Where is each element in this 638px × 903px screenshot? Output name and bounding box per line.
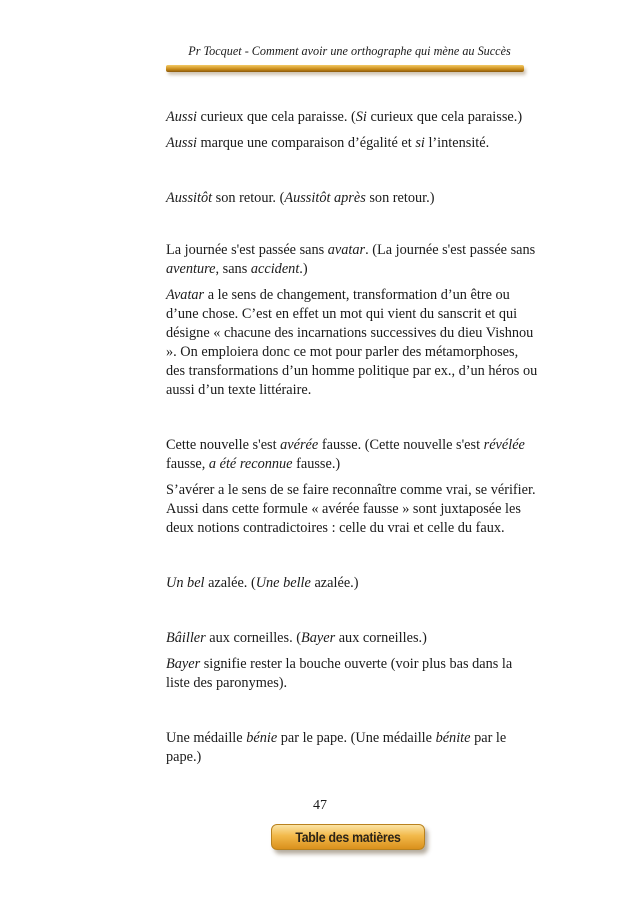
text-run: fausse. (Cette nouvelle s'est	[318, 437, 484, 453]
header-title: Pr Tocquet - Comment avoir une orthographe qui mène au Succès	[188, 44, 511, 58]
paragraph	[166, 655, 538, 693]
italic-term: Aussitôt après	[284, 190, 366, 206]
text-run: La journée s'est passée sans	[166, 242, 328, 258]
page-header	[166, 40, 526, 74]
paragraph	[166, 729, 538, 767]
text-run: .)	[299, 261, 308, 277]
paragraph	[166, 574, 538, 593]
text-run: azalée. (	[204, 575, 256, 591]
text-run: l’intensité.	[424, 135, 490, 151]
table-of-contents-button[interactable]	[271, 824, 425, 850]
italic-term: Une belle	[255, 575, 311, 591]
italic-term: accident	[250, 261, 300, 277]
text-run: par le pape. (Une médaille	[277, 730, 436, 746]
text-run: , sans	[215, 261, 251, 277]
italic-term: Avatar	[166, 287, 205, 303]
text-run: fausse,	[166, 456, 209, 472]
paragraph	[166, 629, 538, 648]
text-run: aux corneilles.)	[335, 630, 427, 646]
italic-term: si	[415, 135, 425, 151]
header-underline-bar	[166, 65, 524, 72]
paragraph	[166, 108, 538, 127]
italic-term: aventure	[166, 261, 216, 277]
text-run: Cette nouvelle s'est	[166, 437, 281, 453]
text-run: par le pape.)	[166, 730, 507, 765]
italic-term: Bayer	[301, 630, 336, 646]
page-number: 47	[313, 798, 327, 813]
italic-term: Bâiller	[166, 630, 206, 646]
italic-term: avérée	[280, 437, 319, 453]
italic-term: Aussitôt	[166, 190, 213, 206]
text-run: son retour.)	[365, 190, 435, 206]
italic-term: Aussi	[166, 109, 197, 125]
paragraph	[166, 481, 538, 538]
text-run: . (La journée s'est passée sans	[365, 242, 536, 258]
italic-term: avatar	[327, 242, 366, 258]
text-run: curieux que cela paraisse. (	[196, 109, 356, 125]
text-run: curieux que cela paraisse.)	[366, 109, 523, 125]
italic-term: bénite	[435, 730, 471, 746]
text-run: aux corneilles. (	[205, 630, 301, 646]
italic-term: Si	[355, 109, 367, 125]
text-run: son retour. (	[212, 190, 285, 206]
paragraph	[166, 189, 538, 208]
italic-term: bénie	[246, 730, 278, 746]
italic-term: a été reconnue	[208, 456, 293, 472]
italic-term: révélée	[483, 437, 525, 453]
text-run: fausse.)	[292, 456, 341, 472]
italic-term: Bayer	[166, 656, 201, 672]
page-content	[166, 108, 538, 767]
table-of-contents-label: Table des matières	[295, 829, 401, 845]
paragraph	[166, 134, 538, 153]
text-run: marque une comparaison d’égalité et	[196, 135, 416, 151]
text-run: S’avérer a le sens de se faire reconnaître comme vrai, se vérifier. Aussi dans cette formule « avérée fausse » sont juxtaposée les deux notions contradictoires : celle du vrai et celle du faux.	[166, 482, 536, 536]
italic-term: Aussi	[166, 135, 197, 151]
text-run: azalée.)	[310, 575, 359, 591]
paragraph	[166, 286, 538, 400]
italic-term: Un bel	[166, 575, 205, 591]
text-run: Une médaille	[166, 730, 247, 746]
paragraph	[166, 436, 538, 474]
text-run: a le sens de changement, transformation d’un être ou d’une chose. C’est en effet un mot qui vient du sanscrit et qui désigne « chacune des incarnations successives du dieu Vishnou ». On emploiera donc ce mot pour parler des métamorphoses, des transformations d’un homme politique par ex., d’un héros ou aussi d’un texte littéraire.	[166, 287, 538, 398]
text-run: signifie rester la bouche ouverte (voir plus bas dans la liste des paronymes).	[166, 656, 513, 691]
paragraph	[166, 241, 538, 279]
